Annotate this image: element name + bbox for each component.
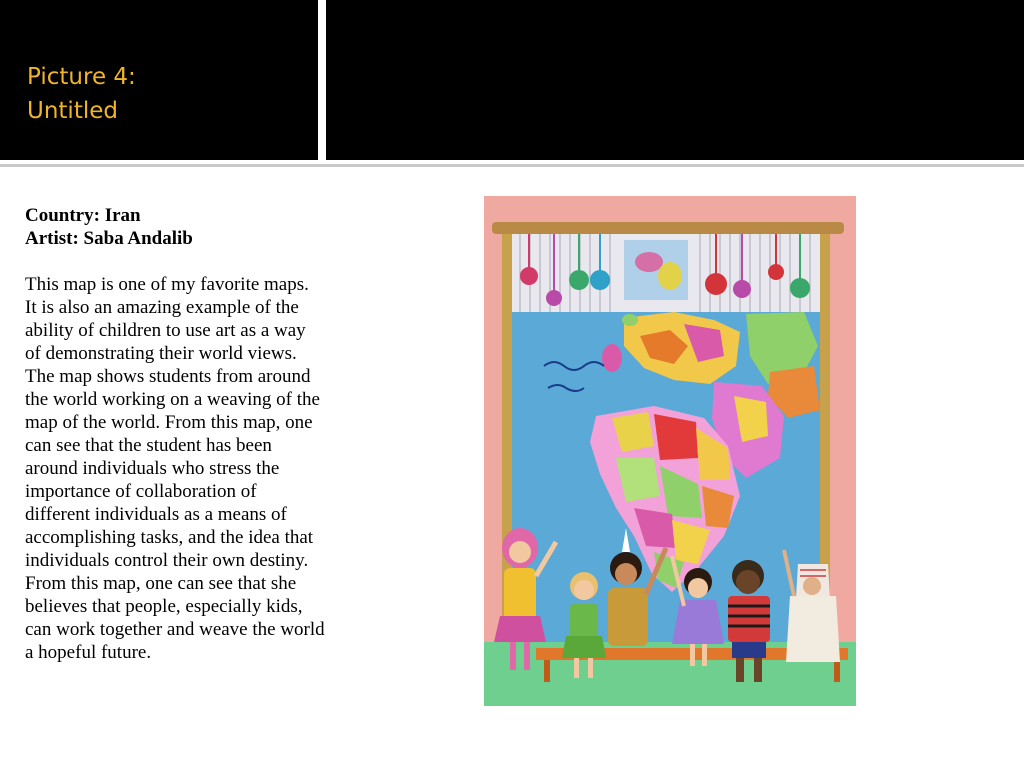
slide-body [25,204,325,664]
title-divider [0,164,1024,167]
description-text: This map is one of my favorite maps. It is also an amazing example of the ability of children to use art as a way of demonstrating their world views. The map shows students from around the world working on a weaving of the map of the world. From this map, one can see that the student has been around individuals who stress the importance of collaboration of different individuals as a means of accomplishing tasks, and the idea that individuals control their own destiny. From this map, one can see that she believes that people, especially kids, can work together and weave the world a hopeful future. [25,274,325,663]
slide-title-line1: Picture 4: [27,64,136,90]
title-bar-right [326,0,1024,160]
slide-title [27,60,136,128]
artist-label: Artist: Saba Andalib [25,228,193,249]
artwork-drawing [484,196,856,706]
country-label: Country: Iran [25,205,141,226]
slide-title-line2: Untitled [27,98,118,124]
artwork-image [484,196,856,706]
